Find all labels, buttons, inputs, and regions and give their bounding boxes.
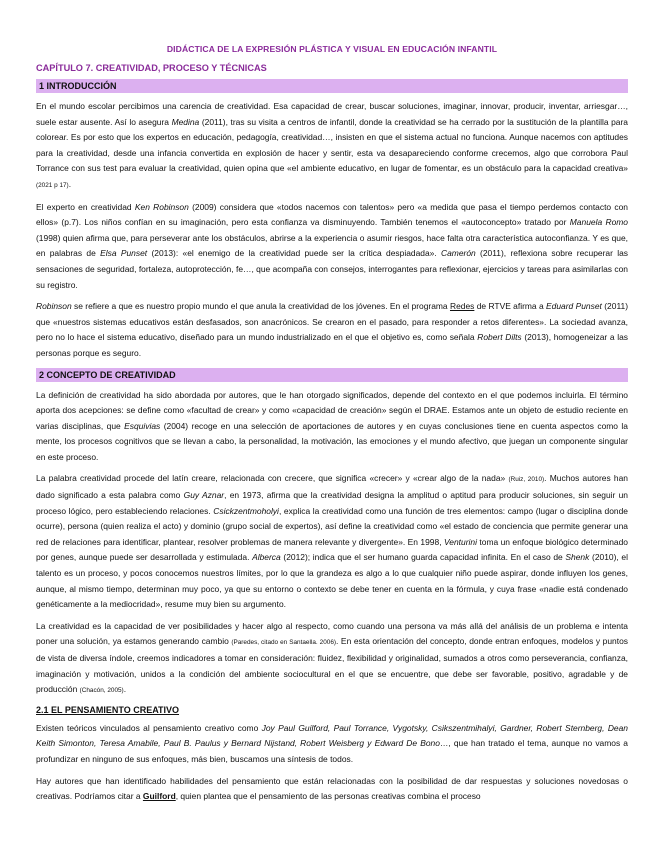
text-run: (2009) considera que «todos nacemos con talentos» pero «a medida que pasa el tiempo perdemos contacto con ellos» (p.7). Los niños confían en su imaginación, pero esta confianza va disminuyendo. También tenemos el «autoconcepto» tratado por bbox=[36, 201, 628, 228]
text-run: . Muchos autores han dado significado a esta palabra como bbox=[36, 473, 628, 501]
subsection-pensamiento-creativo bbox=[36, 705, 628, 805]
text-run: . bbox=[68, 178, 72, 189]
text-run: Medina bbox=[171, 116, 200, 127]
text-run: El experto en creatividad bbox=[36, 201, 135, 212]
paragraph bbox=[36, 388, 628, 466]
chapter-title: CAPÍTULO 7. CREATIVIDAD, PROCESO Y TÉCNICAS bbox=[36, 63, 267, 73]
document-title: DIDÁCTICA DE LA EXPRESIÓN PLÁSTICA Y VISUAL EN EDUCACIÓN INFANTIL bbox=[166, 44, 498, 54]
text-run: Esquivias bbox=[124, 420, 161, 431]
text-run: (2011) que «nuestros sistemas educativos están desfasados, son anacrónicos. Se crearon en el pasado, para responder a retos diferentes». La sociedad avanza, pero no lo hace el sistema educativo, diseñado para un mundo industrializado en el que el objetivo es, como señala bbox=[36, 301, 629, 343]
text-run: Elsa Punset bbox=[100, 248, 148, 259]
text-run: de RTVE afirma a bbox=[474, 301, 547, 312]
text-run: Csickzentmoholyi bbox=[213, 505, 279, 516]
text-run: En el mundo escolar percibimos una carencia de creatividad. Esa capacidad de crear, buscar soluciones, imaginar, innovar, producir, inventar, arriesgar…, suele estar ausente. Así lo asegura bbox=[36, 101, 628, 127]
text-run: Joy Paul Guilford, Paul Torrance, Vygotsky, Csikszentmihalyi, Gardner, Robert Sternberg, Dean Keith Simonton, Teresa Amabile, Paul B. Paulus y Bernard Nijstand, Robert Weisberg y Edward De Bono bbox=[36, 722, 628, 749]
text-run: (2013), homogeneizar a las personas porque es seguro. bbox=[36, 332, 629, 358]
text-run: toma un enfoque biológico determinado por genes, aunque puede ser desarrollada y estimulada. bbox=[36, 536, 628, 563]
paragraph bbox=[36, 99, 628, 194]
text-run: se refiere a que es nuestro propio mundo el que anula la creatividad de los jóvenes. En el programa bbox=[71, 301, 450, 312]
text-run: . bbox=[123, 684, 127, 695]
paragraph bbox=[36, 774, 628, 805]
text-run: (2011), tras su visita a centros de infantil, donde la creatividad se ha cerrado por la sustitución de la plantilla para colorear. Es por esto que los expertos en educación, pedagogía, creatividad…, insisten en que el sistema actual no funciona. Aunque nacemos con aptitudes para la creatividad, desde una infancia convertida en explosión de hacer y sentir, esta va desapareciendo conforme crecemos, algo que corrobora Paul Torrance con sus test para evaluar la creatividad, quien opina que «el ambiente educativo, en lugar de fomentar, es un obstáculo para la capacidad creativa» bbox=[36, 116, 628, 174]
paragraph bbox=[36, 200, 628, 294]
text-run: (2010), el talento es un proceso, y pocos conocemos nuestros límites, por lo que la grandeza es algo a lo que cualquier niño puede aspirar, donde influyen los genes, aunque, al mismo tiempo, determinan muy poco, ya que su entorno o contexto se debe tener en cuenta en la fórmula, y cuya frase «nadie está condenado genéticamente a la mediocridad», resume muy bien su argumento. bbox=[36, 552, 628, 610]
text-run: (Paredes, citado en Santaella. 2006) bbox=[231, 639, 337, 647]
text-run: (Ruiz, 2010) bbox=[508, 476, 545, 484]
text-run: Eduard Punset bbox=[546, 301, 602, 312]
text-run: (2011), reflexiona sobre recuperar las sensaciones de seguridad, fortaleza, autoprotección, fe…, que acompaña con consejos, interrogantes para reflexionar, ejercicios y tareas para asimilarlas con su registro. bbox=[36, 248, 629, 290]
text-run: , explica la creatividad como una función de tres elementos: campo (lugar o disciplina donde ocurre), persona (quien realiza el acto) y dominio (grupo social de expertos), así define la creatividad como «el estado de conciencia que permite generar una red de relaciones para identificar, plantear, resolver problemas de manera relevante y divergente». En 1998, bbox=[36, 505, 629, 547]
text-run: , en 1973, afirma que la creatividad designa la amplitud o aptitud para producir soluciones, sin seguir un proceso lógico, pero estableciendo relaciones. bbox=[36, 490, 629, 516]
text-run: (2004) recoge en una selección de aportaciones de autores y en cuyas conclusiones tiene en cuenta aspectos como la mente, los procesos cognitivos que se llevan a cabo, la personalidad, la motivación, las emociones y el mundo afectivo, que juegan un componente singular en este proceso. bbox=[36, 420, 628, 462]
section-heading: 2 CONCEPTO DE CREATIVIDAD bbox=[36, 368, 628, 382]
text-run: (1998) quien afirma que, para perseverar ante los obstáculos, abrirse a la experiencia o asumir riesgos, hace falta otra característica autoconfianza. Y es que, en palabras de bbox=[36, 232, 628, 259]
text-run: Ken Robinson bbox=[134, 201, 189, 212]
text-run: Manuela Romo bbox=[569, 217, 628, 228]
text-run: (2013): «el enemigo de la creatividad puede ser la crítica despiadada». bbox=[147, 248, 442, 259]
paragraph bbox=[36, 619, 628, 699]
text-run: La definición de creatividad ha sido abordada por autores, que le han otorgado significados, depende del contexto en el que podemos incluirla. El término aporta dos acepciones: se define como «facultad de crear» y como «capacidad de creación» según el DRAE. Estamos ante un objeto de estudio reciente en varias disciplinas, que bbox=[36, 389, 628, 431]
text-run: Existen teóricos vinculados al pensamiento creativo como bbox=[36, 722, 262, 733]
text-run: Camerón bbox=[441, 248, 476, 259]
text-run: (2021 p 17) bbox=[36, 181, 69, 189]
text-run: Alberca bbox=[252, 552, 281, 563]
text-run: Hay autores que han identificado habilidades del pensamiento que están relacionadas con la posibilidad de dar respuestas y soluciones novedosas o creativas. Podríamos citar a bbox=[36, 775, 628, 802]
section-concepto bbox=[36, 368, 628, 699]
paragraph bbox=[36, 721, 628, 768]
text-run: …, que han tratado el tema, aunque no vamos a profundizar en ninguno de sus enfoques, más bien, buscamos una síntesis de todos. bbox=[36, 738, 628, 764]
text-run: Robert Dilts bbox=[477, 332, 522, 343]
text-run: La palabra creatividad procede del latín creare, relacionada con crecere, que significa «crecer» y «crear algo de la nada» bbox=[36, 473, 509, 484]
paragraph bbox=[36, 471, 628, 612]
section-introduccion bbox=[36, 79, 628, 362]
section-heading: 1 INTRODUCCIÓN bbox=[36, 79, 628, 93]
text-run: Redes bbox=[449, 301, 475, 312]
text-run: Venturini bbox=[443, 536, 477, 547]
text-run: Guilford bbox=[142, 791, 176, 802]
text-run: (2012); indica que el ser humano guarda capacidad infinita. En el caso de bbox=[280, 552, 566, 563]
text-run: , quien plantea que el pensamiento de las personas creativas combina el proceso bbox=[175, 791, 481, 802]
text-run: Shenk bbox=[565, 552, 590, 563]
paragraph bbox=[36, 299, 628, 361]
text-run: La creatividad es la capacidad de ver posibilidades y hacer algo al respecto, como cuando una persona va más allá del análisis de un problema e intenta poner una solución, ya estamos generando cambio bbox=[36, 620, 628, 647]
text-run: Robinson bbox=[36, 301, 72, 312]
text-run: Guy Aznar bbox=[183, 490, 225, 501]
text-run: . En esta orientación del concepto, donde entran enfoques, modelos y puntos de vista de diversa índole, creemos indicadores a tomar en consideración: fluidez, flexibilidad y originalidad, sumados a otros como perseverancia, confianza, imaginación y motivación, unidos a la condición del ambiente sociocultural en el que se encuentre, que debe ser favorable, positivo, agradable y de producción bbox=[36, 636, 628, 695]
subsection-heading: 2.1 EL PENSAMIENTO CREATIVO bbox=[36, 704, 180, 715]
text-run: (Chacón, 2005) bbox=[79, 687, 124, 695]
